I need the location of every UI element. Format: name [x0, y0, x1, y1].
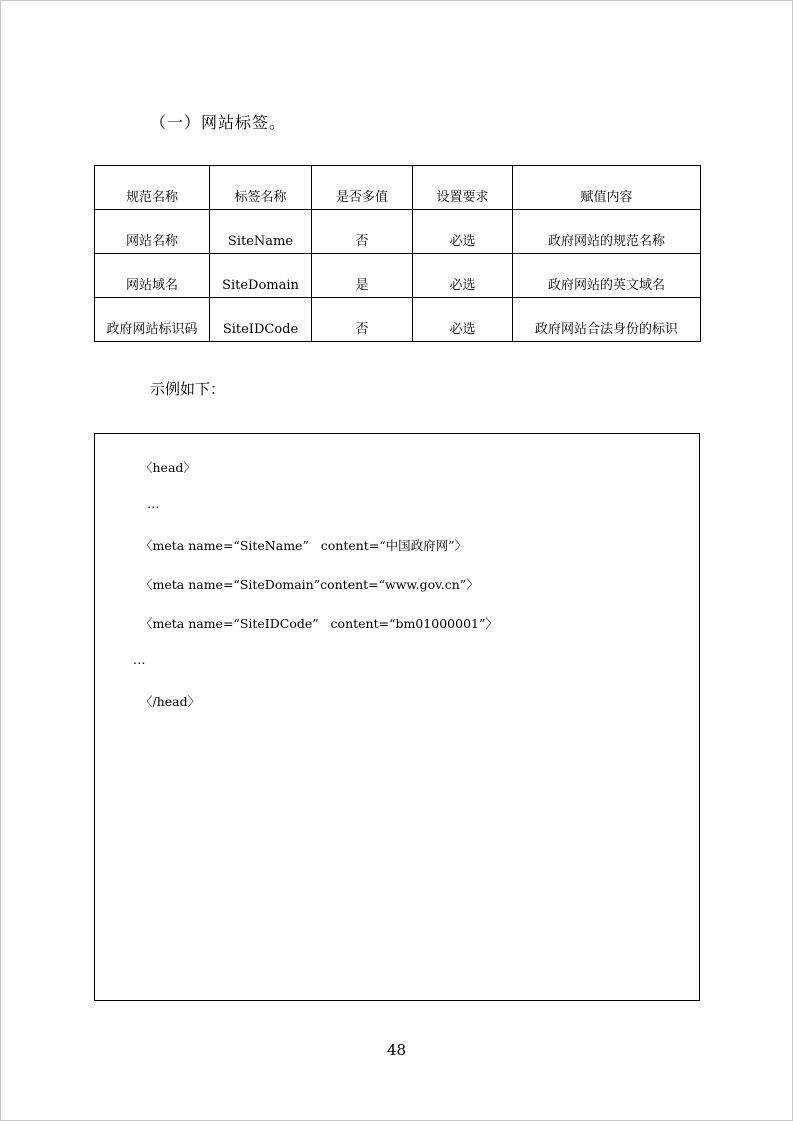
- code-line-meta-siteidcode: 〈meta name=“SiteIDCode” content=“bm01000001”〉: [140, 616, 498, 631]
- table-cell: SiteName: [210, 210, 312, 254]
- code-line-head-close: 〈/head〉: [140, 694, 201, 709]
- table-cell: 必选: [413, 298, 513, 342]
- section-heading: （一）网站标签。: [150, 113, 287, 132]
- table-cell: 否: [312, 298, 413, 342]
- header-requirement: 设置要求: [413, 166, 513, 210]
- table-header-row: [95, 166, 701, 210]
- table-cell: 政府网站的英文域名: [513, 254, 701, 298]
- table-cell: 必选: [413, 254, 513, 298]
- code-line-head-open: 〈head〉: [140, 460, 196, 475]
- header-spec-name: 规范名称: [95, 166, 210, 210]
- header-tag-name: 标签名称: [210, 166, 312, 210]
- table-row: [95, 298, 701, 342]
- table-cell: SiteIDCode: [210, 298, 312, 342]
- code-line-ellipsis: …: [133, 652, 146, 667]
- table-cell: 是: [312, 254, 413, 298]
- header-multi-value: 是否多值: [312, 166, 413, 210]
- example-label: 示例如下：: [150, 380, 226, 398]
- table-cell: 网站名称: [95, 210, 210, 254]
- table-cell: 网站域名: [95, 254, 210, 298]
- code-line-meta-sitedomain: 〈meta name=“SiteDomain”content=“www.gov.cn”〉: [140, 577, 479, 592]
- page-number: 48: [386, 1041, 407, 1059]
- table-cell: 必选: [413, 210, 513, 254]
- code-line-meta-sitename: 〈meta name=“SiteName” content=“中国政府网”〉: [140, 538, 468, 553]
- table-cell: 政府网站合法身份的标识: [513, 298, 701, 342]
- table-cell: 政府网站标识码: [95, 298, 210, 342]
- site-tag-table: [94, 165, 701, 342]
- code-line-ellipsis: …: [147, 496, 160, 511]
- code-example-box: [94, 433, 700, 1001]
- table-cell: 否: [312, 210, 413, 254]
- table-cell: SiteDomain: [210, 254, 312, 298]
- header-assigned-content: 赋值内容: [513, 166, 701, 210]
- table-cell: 政府网站的规范名称: [513, 210, 701, 254]
- table-row: [95, 210, 701, 254]
- table-row: [95, 254, 701, 298]
